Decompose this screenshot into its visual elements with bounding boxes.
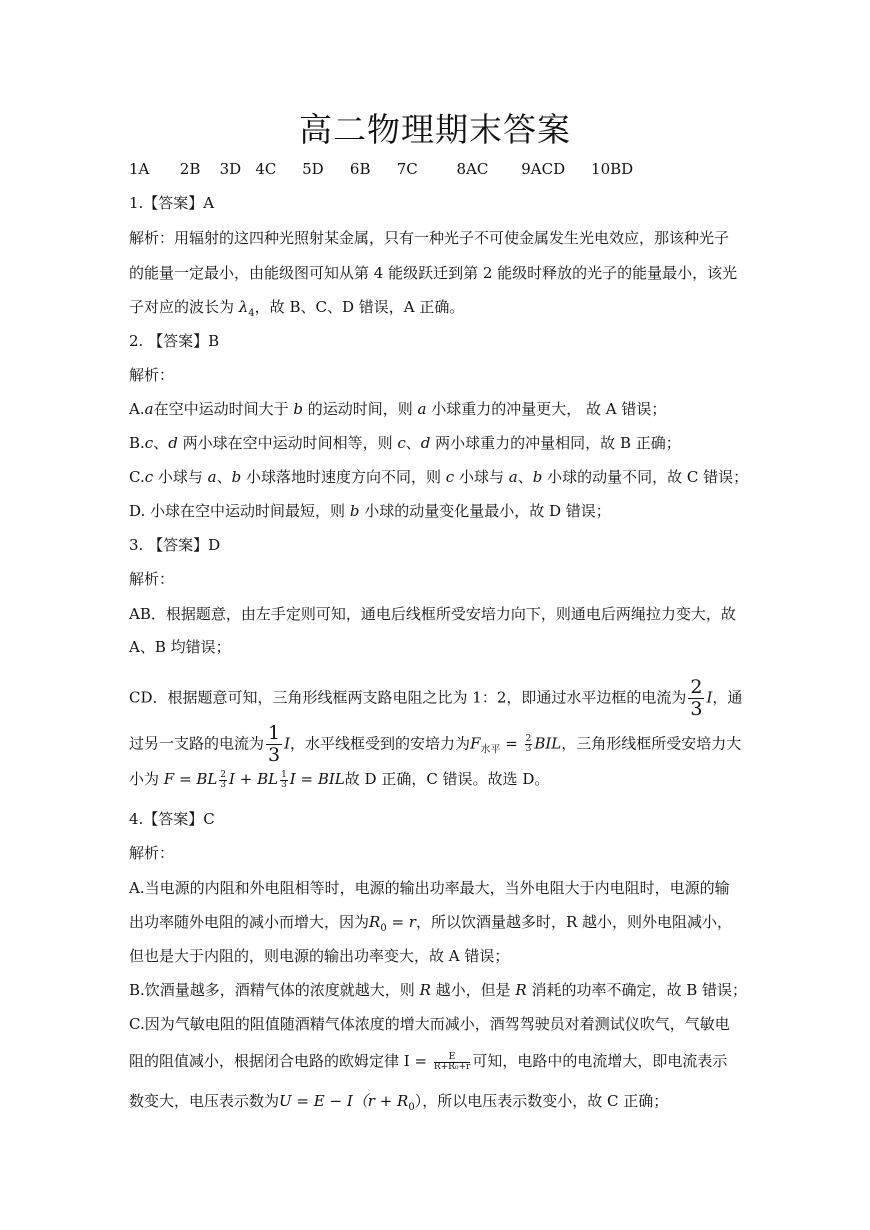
q4-jiexi: 解析： (129, 844, 175, 862)
fraction-one-third: $\frac{1}{3}$ (268, 722, 281, 766)
q3-jiexi: 解析： (129, 570, 175, 588)
q4-b-line-1: B.饮酒量越多，酒精气体的浓度就越大，则 R 越小，但是 R 消耗的功率不确定，故 B 错误； (129, 981, 748, 999)
q4-a-line-3: 但也是大于内阻的，则电源的输出功率变大，故 A 错误； (129, 947, 510, 965)
q4-c-line-2: 阻的阻值减小，根据闭合电路的欧姆定律 I = $\frac{E}{\text{R+R₀+r}}$ 可知，电路中的电流增大，即电流表示 (129, 1051, 728, 1072)
answer-key-9: 9ACD (521, 160, 566, 178)
lambda-symbol: λ (238, 298, 249, 316)
answer-key-5: 5D (302, 160, 324, 178)
q2-option-c: C.c 小球与 a、b 小球落地时速度方向不同，则 c 小球与 a、b 小球的动量不同，故 C 错误； (129, 468, 749, 486)
q3-cd-line-3: 小为 F = BL $\frac{2}{3}$ I + BL $\frac{1}{3}$ I = BIL故 D 正确，C 错误。故选 D。 (129, 769, 550, 790)
q2-header: 2. 【答案】B (129, 332, 220, 350)
q1-header: 1.【答案】A (129, 194, 215, 212)
q4-header: 4.【答案】C (129, 810, 215, 828)
q1-explanation-line-1: 解析：用辐射的这四种光照射某金属，只有一种光子不可使金属发生光电效应，那该种光子 (129, 229, 730, 247)
q2-option-d: D. 小球在空中运动时间最短，则 b 小球的动量变化量最小，故 D 错误； (129, 502, 611, 520)
q2-jiexi: 解析： (129, 366, 175, 384)
q3-cd-line-1: CD．根据题意可知，三角形线框两支路电阻之比为 1：2，即通过水平边框的电流为 $\frac{2}{3}$ I，通 (129, 676, 743, 720)
q3-cd-line-2: 过另一支路的电流为 $\frac{1}{3}$ I，水平线框受到的安培力为$F_{水平}$ = $\frac{2}{3}$ BIL，三角形线框所受安培力大 (129, 722, 742, 766)
answer-key-row (129, 159, 633, 179)
answer-key-2: 2B (179, 160, 201, 178)
q2-option-a: A.a在空中运动时间大于 b 的运动时间，则 a 小球重力的冲量更大， 故 A 错误； (129, 400, 667, 418)
q4-c-line-3: 数变大，电压表示数为$U = E - I(r + R_0)$，所以电压表示数变小，故 C 正确； (129, 1092, 669, 1113)
fraction-two-thirds: $\frac{2}{3}$ (690, 676, 703, 720)
q4-c-line-1: C.因为气敏电阻的阻值随酒精气体浓度的增大而减小，酒驾驾驶员对着测试仪吹气，气敏电 (129, 1015, 730, 1033)
answer-key-4: 4C (255, 160, 277, 178)
page-title: 高二物理期末答案 (299, 110, 571, 149)
q4-a-line-1: A.当电源的内阻和外电阻相等时，电源的输出功率最大，当外电阻大于内电阻时，电源的输 (129, 879, 730, 897)
answer-key-1: 1A (129, 160, 150, 178)
answer-key-3: 3D (219, 160, 242, 178)
q3-ab-line-2: A、B 均错误； (129, 638, 231, 656)
q3-header: 3. 【答案】D (129, 536, 221, 554)
q2-option-b: B.c、d 两小球在空中运动时间相等，则 c、d 两小球重力的冲量相同，故 B 正确； (129, 434, 681, 452)
q4-a-line-2: 出功率随外电阻的减小而增大，因为$R_0 = r$，所以饮酒量越多时，R 越小，则外电阻减小， (129, 913, 733, 934)
ohm-law-fraction: $\frac{E}{\text{R+R₀+r}}$ (433, 1051, 471, 1072)
answer-key-6: 6B (349, 160, 371, 178)
q1-explanation-line-3: 子对应的波长为 $\lambda_4$，故 B、C、D 错误，A 正确。 (129, 298, 465, 319)
answer-key-8: 8AC (456, 160, 489, 178)
q3-ab-line-1: AB．根据题意，由左手定则可知，通电后线框所受安培力向下，则通电后两绳拉力变大，故 (129, 605, 736, 623)
q1-explanation-line-2: 的能量一定最小，由能级图可知从第 4 能级跃迁到第 2 能级时释放的光子的能量最小，该光 (129, 264, 738, 282)
answer-key-7: 7C (396, 160, 418, 178)
answer-key-10: 10BD (591, 160, 634, 178)
